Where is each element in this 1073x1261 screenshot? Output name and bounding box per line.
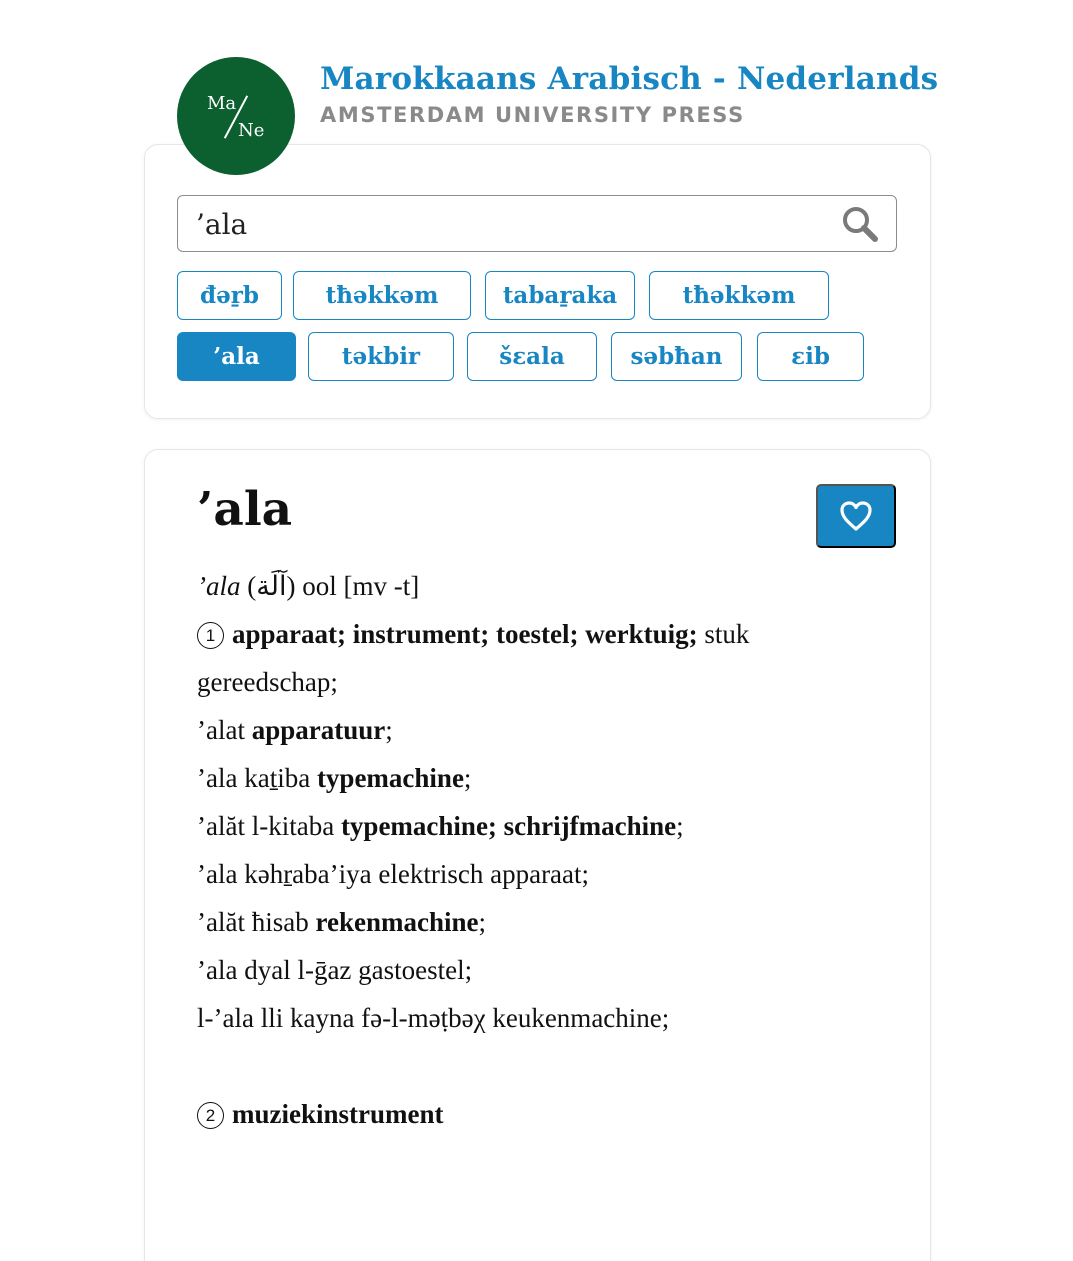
example-line: ’alăt l-kitaba typemachine; schrijfmachine; <box>197 811 684 841</box>
suggestion-chip[interactable]: səbħan <box>611 332 742 381</box>
suggestion-chip[interactable]: đəṟb <box>177 271 282 320</box>
sense-number: 2 <box>197 1102 224 1129</box>
heart-icon <box>839 500 873 532</box>
example-phrase: ’alat <box>197 715 245 745</box>
plural-form: [mv -t] <box>343 571 420 601</box>
example-phrase: ’alăt ħisab <box>197 907 309 937</box>
suggestion-chip[interactable]: tħəkkəm <box>649 271 829 320</box>
suggestion-chip[interactable]: təkbir <box>308 332 454 381</box>
example-gloss: typemachine <box>316 763 464 793</box>
search-input[interactable] <box>196 202 836 246</box>
search-box[interactable] <box>177 195 897 252</box>
logo[interactable] <box>177 57 295 175</box>
suggestion-chip[interactable]: tabaṟaka <box>485 271 635 320</box>
arabic-script: (آلَة) <box>247 571 296 601</box>
example-line: ’ala kəhṟaba’iya elektrisch apparaat; <box>197 859 590 889</box>
sense-translation: muziekinstrument <box>232 1099 444 1129</box>
example-phrase: ’alăt l-kitaba <box>197 811 335 841</box>
spacer <box>197 1042 897 1090</box>
example-line: ’alat apparatuur; <box>197 715 393 745</box>
example-line: ’alăt ħisab rekenmachine; <box>197 907 486 937</box>
search-icon[interactable] <box>840 204 880 244</box>
entry-panel <box>144 449 931 1261</box>
publisher-name: AMSTERDAM UNIVERSITY PRESS <box>320 103 745 127</box>
example-gloss: typemachine; schrijfmachine <box>340 811 677 841</box>
example-line: ’ala kaṯiba typemachine; <box>197 763 472 793</box>
suggestion-chip[interactable]: ɛib <box>757 332 864 381</box>
example-gloss: gastoestel <box>358 955 465 985</box>
grammar-line <box>197 562 897 610</box>
example-phrase: ’ala dyal l-ḡaz <box>197 955 352 985</box>
example-gloss: elektrisch apparaat <box>378 859 582 889</box>
example-phrase: ’ala kaṯiba <box>197 763 311 793</box>
search-panel <box>144 144 931 419</box>
favorite-button[interactable] <box>816 484 896 548</box>
example-phrase: l-’ala lli kayna fə-l-məṭbəχ <box>197 1003 486 1033</box>
example-gloss: rekenmachine <box>315 907 479 937</box>
example-line: ’ala dyal l-ḡaz gastoestel; <box>197 955 473 985</box>
suggestion-chip[interactable]: šɛala <box>467 332 597 381</box>
lemma: ’ala <box>197 571 241 601</box>
example-line: l-’ala lli kayna fə-l-məṭbəχ keukenmachine; <box>197 1003 670 1033</box>
sense-translation: apparaat; instrument; toestel; werktuig; <box>232 619 698 649</box>
entry-body <box>197 562 897 1138</box>
sense-number: 1 <box>197 622 224 649</box>
part-of-speech: ool <box>302 571 337 601</box>
entry-headword: ’ala <box>197 482 293 537</box>
example-gloss: keukenmachine <box>492 1003 662 1033</box>
sense-2 <box>197 1090 897 1138</box>
example-phrase: ’ala kəhṟaba’iya <box>197 859 372 889</box>
logo-text-bottom: Ne <box>238 120 265 141</box>
suggestion-chip-active[interactable]: ’ala <box>177 332 296 381</box>
app-title[interactable]: Marokkaans Arabisch - Nederlands <box>320 61 939 97</box>
sense-1 <box>197 610 897 706</box>
suggestion-chip[interactable]: tħəkkəm <box>293 271 471 320</box>
example-gloss: apparatuur <box>251 715 386 745</box>
sense-extra: stuk gereedschap; <box>197 619 750 697</box>
logo-text-top: Ma <box>207 93 237 114</box>
